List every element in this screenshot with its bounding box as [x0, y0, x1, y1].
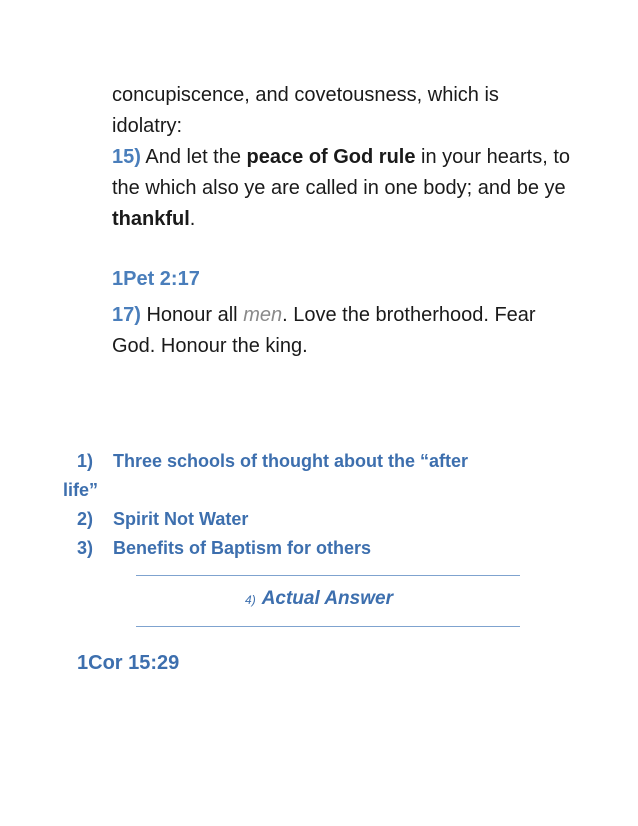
outline-item-2: [77, 505, 547, 534]
scripture-reference: 1Pet 2:17: [112, 268, 200, 290]
outline-number: 3): [77, 538, 94, 558]
verse-15: [112, 142, 582, 235]
verse-text: in your hearts, to the which also ye are called in one body; and be ye: [112, 146, 571, 199]
verse-text: And let the: [140, 146, 247, 168]
outline-text: Benefits of Baptism for others: [113, 538, 372, 558]
verse-text: . Love the brotherhood. Fear God. Honour the king.: [112, 304, 536, 357]
outline-number: 2): [77, 509, 94, 529]
verse-17: [112, 300, 582, 362]
outline-item-1: [63, 447, 547, 505]
outline-text: Spirit Not Water: [113, 509, 249, 529]
verse-number: 17): [112, 304, 141, 326]
outline-text-wrap: life”: [63, 480, 99, 500]
divider-top: [136, 575, 520, 576]
verse-text: concupiscence, and covetousness, which is: [112, 84, 499, 106]
verse-text: Honour all: [140, 304, 244, 326]
outline-list: [63, 447, 547, 563]
verse-number: 15): [112, 146, 141, 168]
outline-item-3: [77, 534, 547, 563]
divider-bottom: [136, 626, 520, 627]
outline-number: 1): [77, 451, 94, 471]
verse-block: [112, 80, 582, 362]
actual-answer-text: Actual Answer: [261, 588, 393, 609]
verse-text: .: [189, 208, 196, 230]
verse-text: idolatry:: [112, 115, 183, 137]
verse-italic: men: [243, 304, 283, 326]
verse-emphasis: thankful: [112, 208, 190, 230]
outline-text: Three schools of thought about the “after: [113, 451, 468, 471]
scripture-reference: 1Cor 15:29: [77, 652, 180, 674]
actual-answer-heading: [0, 588, 638, 610]
verse-emphasis: peace of God rule: [246, 146, 416, 168]
outline-number: 4): [245, 593, 256, 607]
verse-continuation: [112, 80, 582, 142]
